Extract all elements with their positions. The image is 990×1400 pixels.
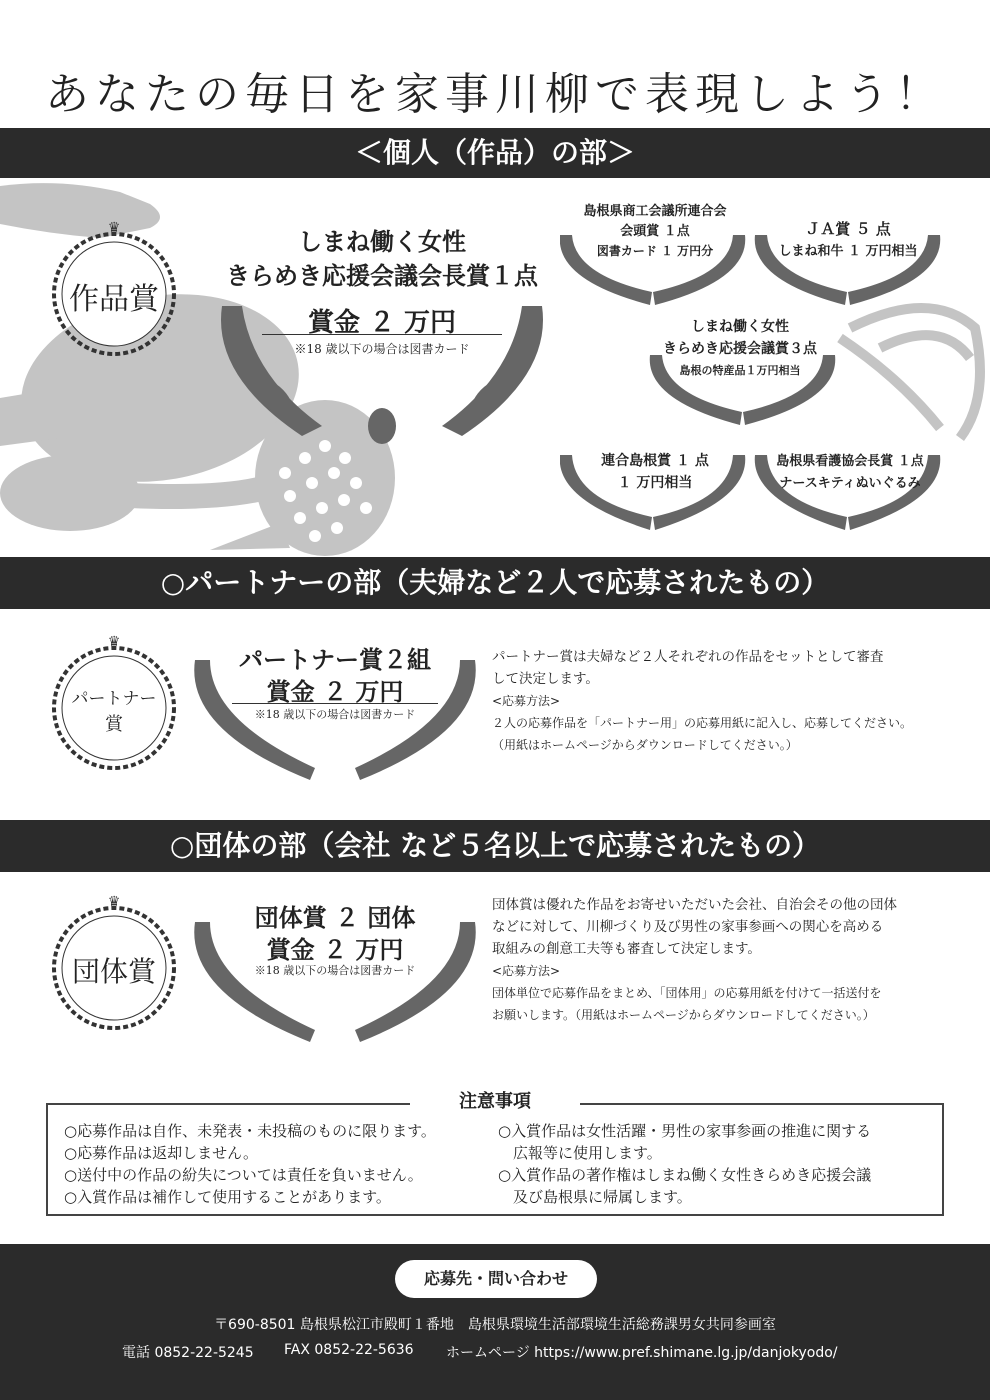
award-kirameki-prize: 島根の特産品１万円相当 (679, 364, 801, 377)
award-seal-group (48, 892, 180, 1032)
partner-note: ※18 歳以下の場合は図書カード (254, 708, 416, 721)
contact-label: 応募先・問い合わせ (395, 1260, 597, 1298)
award-chamber-title2: 会頭賞 １点 (620, 224, 690, 239)
award-chamber-prize: 図書カード １ 万円分 (596, 244, 714, 258)
partner-method-label: <応募方法> (492, 694, 561, 708)
group-award-title: 団体賞 ２ 団体 (254, 904, 416, 932)
grand-prize-note: ※18 歳以下の場合は図書カード (294, 342, 470, 356)
partner-method-line1: ２人の応募作品を「パートナー用」の応募用紙に記入し、応募してください。 (492, 716, 913, 730)
partner-divider (232, 703, 438, 704)
svg-text:♛: ♛ (107, 220, 121, 236)
notice-item: ○応募作品は自作、未発表・未投稿のものに限ります。 (64, 1122, 436, 1140)
notice-item: ○送付中の作品の紛失については責任を負いません。 (64, 1166, 423, 1184)
award-kirameki-title2: きらめき応援会議賞３点 (663, 341, 817, 357)
group-desc-line1: 団体賞は優れた作品をお寄せいただいた会社、自治会その他の団体 (492, 897, 897, 913)
seal-label-line1: パートナー (71, 689, 157, 709)
group-note: ※18 歳以下の場合は図書カード (254, 964, 416, 977)
grand-prize-title-line2: きらめき応援会議会長賞１点 (226, 262, 538, 290)
award-ja-prize: しまね和牛 １ 万円相当 (778, 244, 918, 259)
partner-section-header: ○パートナーの部（夫婦など２人で応募されたもの） (0, 557, 990, 609)
award-rengo-prize: １ 万円相当 (617, 475, 693, 491)
group-method-line2: お願いします。（用紙はホームページからダウンロードしてください。） (492, 1008, 875, 1022)
partner-award-title: パートナー賞２組 (239, 646, 431, 674)
grand-prize-amount: 賞金 ２ 万円 (307, 308, 457, 338)
notice-item: ○応募作品は返却しません。 (64, 1144, 258, 1162)
footer-phone: 電話 0852-22-5245 (122, 1345, 254, 1361)
group-desc-line3: 取組みの創意工夫等も審査して決定します。 (492, 941, 761, 957)
grand-prize-title-line1: しまね働く女性 (298, 228, 466, 256)
partner-description (492, 646, 952, 756)
group-method-line1: 団体単位で応募作品をまとめ、「団体用」の応募用紙を付けて一括送付を (492, 986, 882, 1000)
notice-right-column (498, 1120, 938, 1208)
svg-text:♛: ♛ (107, 634, 121, 650)
group-method-label: <応募方法> (492, 964, 561, 978)
notice-left-column (64, 1120, 494, 1208)
notice-item: ○入賞作品は補作して使用することがあります。 (64, 1188, 391, 1206)
award-seal-partner (48, 632, 180, 772)
partner-award-prize: 賞金 ２ 万円 (266, 678, 404, 706)
notice-item: 及び島根県に帰属します。 (498, 1188, 692, 1206)
partner-desc-line2: して決定します。 (492, 671, 599, 687)
award-chamber-title1: 島根県商工会議所連合会 (583, 204, 727, 219)
award-seal-individual (48, 218, 180, 358)
notice-item: ○入賞作品は女性活躍・男性の家事参画の推進に関する (498, 1122, 872, 1140)
partner-method-line2: （用紙はホームページからダウンロードしてください。） (492, 738, 798, 752)
footer-address: 〒690-8501 島根県松江市殿町１番地 島根県環境生活部環境生活総務課男女共同参画室 (214, 1317, 776, 1333)
page-title: あなたの毎日を家事川柳で表現しよう！ (45, 69, 945, 120)
notice-title: 注意事項 (410, 1088, 580, 1116)
group-description (492, 894, 952, 1026)
footer-homepage-link[interactable]: ホームページ https://www.pref.shimane.lg.jp/danjokyodo/ (446, 1345, 838, 1361)
group-award-prize: 賞金 ２ 万円 (266, 936, 404, 964)
group-section-header: ○団体の部（会社 など５名以上で応募されたもの） (0, 820, 990, 872)
partner-desc-line1: パートナー賞は夫婦など２人それぞれの作品をセットとして審査 (492, 649, 884, 665)
award-nursing-title: 島根県看護協会長賞 １点 (776, 454, 924, 469)
group-desc-line2: などに対して、川柳づくり及び男性の家事参画への関心を高める (492, 919, 884, 935)
grand-prize-divider (262, 334, 502, 335)
notice-item: ○入賞作品の著作権はしまね働く女性きらめき応援会議 (498, 1166, 872, 1184)
award-ja-title: ＪＡ賞 ５ 点 (805, 220, 891, 238)
award-rengo-title: 連合島根賞 １ 点 (601, 453, 709, 469)
individual-section-header: ＜個人（作品）の部＞ (0, 128, 990, 178)
award-kirameki-title1: しまね働く女性 (691, 319, 789, 335)
seal-label: 団体賞 (71, 955, 156, 988)
seal-label: 作品賞 (69, 282, 159, 317)
svg-text:♛: ♛ (107, 894, 121, 910)
notice-item: 広報等に使用します。 (498, 1144, 662, 1162)
seal-label-line2: 賞 (105, 714, 123, 735)
award-nursing-prize: ナースキティぬいぐるみ (779, 476, 921, 491)
footer-fax: FAX 0852-22-5636 (284, 1342, 414, 1358)
